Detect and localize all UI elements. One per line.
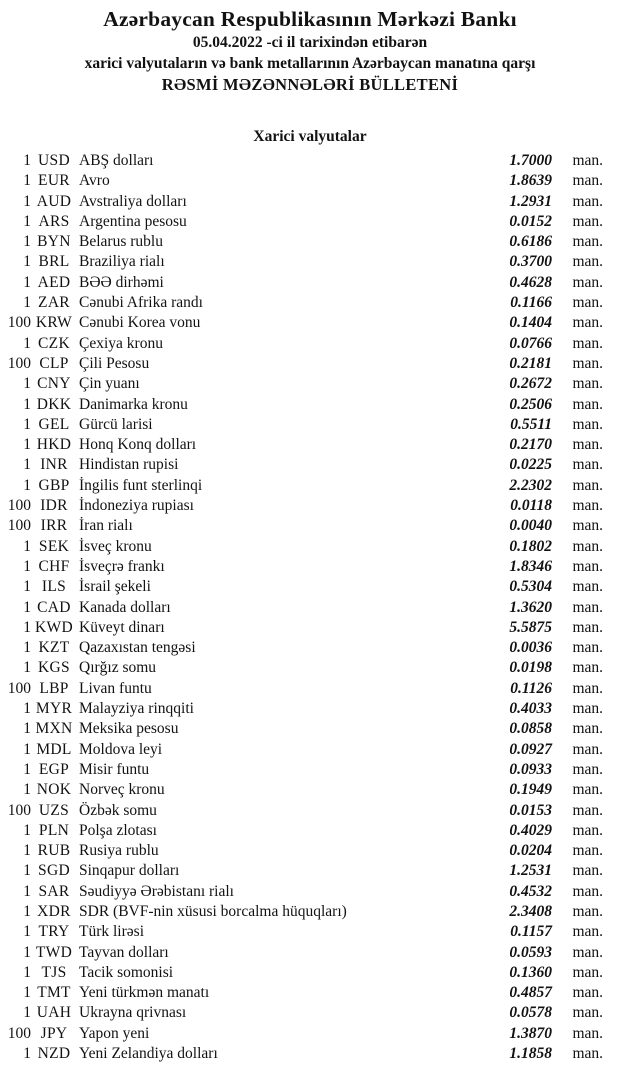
currency-row (0, 395, 603, 415)
currency-unit: man. (572, 578, 603, 596)
currency-name: Sinqapur dolları (79, 862, 180, 880)
currency-quantity: 100 (7, 679, 31, 697)
currency-quantity: 1 (23, 720, 31, 738)
currency-row (0, 232, 603, 252)
currency-unit: man. (572, 192, 603, 210)
currency-name: Yapon yeni (79, 1024, 150, 1042)
currency-quantity: 1 (23, 902, 31, 920)
currency-unit: man. (572, 740, 603, 758)
currency-rate: 0.5304 (509, 578, 552, 596)
currency-name: Avro (79, 172, 110, 190)
currency-name: Norveç kronu (79, 781, 165, 799)
currency-rate: 0.0766 (509, 334, 552, 352)
currency-rate: 0.1802 (509, 537, 552, 555)
currency-name: Belarus rublu (79, 233, 163, 251)
currency-quantity: 1 (23, 476, 31, 494)
currency-name: İngilis funt sterlinqi (79, 476, 203, 494)
currency-code: KWD (35, 618, 73, 636)
currency-quantity: 1 (23, 659, 31, 677)
currency-row (0, 354, 603, 374)
currency-code: NZD (37, 1045, 71, 1063)
currency-rate: 0.1360 (509, 963, 552, 981)
currency-name: Avstraliya dolları (79, 192, 187, 210)
currency-quantity: 100 (7, 497, 31, 515)
currency-rate: 0.0153 (509, 801, 552, 819)
section-title-foreign-currencies: Xarici valyutalar (253, 128, 367, 145)
currency-name: İsrail şekeli (79, 578, 151, 596)
currency-code: DKK (36, 395, 72, 413)
currency-name: Çin yuanı (79, 375, 140, 393)
currency-unit: man. (572, 354, 603, 372)
currency-unit: man. (572, 781, 603, 799)
currency-name: Gürcü larisi (79, 415, 153, 433)
currency-code: AED (37, 273, 71, 291)
currency-unit: man. (572, 923, 603, 941)
currency-rate: 0.2170 (509, 436, 552, 454)
currency-name: Çili Pesosu (79, 354, 150, 372)
currency-quantity: 1 (23, 192, 31, 210)
currency-row (0, 963, 603, 983)
currency-name: Çexiya kronu (79, 334, 163, 352)
currency-unit: man. (572, 902, 603, 920)
currency-quantity: 1 (23, 537, 31, 555)
currency-rate: 0.0198 (509, 659, 552, 677)
currency-quantity: 1 (23, 375, 31, 393)
rates-table (0, 151, 620, 1064)
currency-row (0, 943, 603, 963)
currency-row (0, 821, 603, 841)
currency-code: IRR (40, 517, 68, 535)
currency-row (0, 415, 603, 435)
currency-quantity: 1 (23, 740, 31, 758)
currency-quantity: 1 (23, 842, 31, 860)
currency-name: Cənubi Korea vonu (79, 314, 201, 332)
currency-quantity: 1 (23, 253, 31, 271)
currency-unit: man. (572, 212, 603, 230)
currency-code: AUD (36, 192, 72, 210)
currency-name: Yeni Zelandiya dolları (79, 1045, 218, 1063)
currency-row (0, 740, 603, 760)
currency-unit: man. (572, 639, 603, 657)
currency-unit: man. (572, 1024, 603, 1042)
currency-code: TJS (41, 963, 67, 981)
currency-rate: 1.8639 (509, 172, 552, 190)
currency-row (0, 618, 603, 638)
currency-row (0, 374, 603, 394)
currency-code: JPY (40, 1024, 68, 1042)
currency-row (0, 1024, 603, 1044)
currency-rate: 1.1858 (509, 1045, 552, 1063)
currency-name: Malayziya rinqqiti (79, 700, 194, 718)
currency-code: TWD (35, 943, 73, 961)
currency-code: CLP (39, 354, 69, 372)
currency-row (0, 1003, 603, 1023)
bank-title: Azərbaycan Respublikasının Mərkəzi Bankı (103, 7, 517, 31)
currency-code: KZT (38, 639, 70, 657)
currency-row (0, 902, 603, 922)
currency-name: Səudiyyə Ərəbistanı rialı (79, 882, 234, 900)
currency-name: Honq Konq dolları (79, 436, 197, 454)
currency-unit: man. (572, 294, 603, 312)
currency-row (0, 455, 603, 475)
currency-quantity: 1 (23, 862, 31, 880)
currency-row (0, 577, 603, 597)
currency-row (0, 801, 603, 821)
currency-quantity: 1 (23, 639, 31, 657)
currency-quantity: 1 (23, 760, 31, 778)
currency-rate: 1.2531 (509, 862, 552, 880)
currency-rate: 0.4628 (509, 273, 552, 291)
currency-rate: 0.5511 (510, 415, 552, 433)
currency-quantity: 1 (23, 618, 31, 636)
currency-unit: man. (572, 842, 603, 860)
currency-row (0, 679, 603, 699)
currency-code: MDL (36, 740, 72, 758)
currency-name: Özbək somu (79, 801, 157, 819)
currency-rate: 0.0578 (509, 1004, 552, 1022)
bulletin-header (0, 0, 620, 96)
currency-unit: man. (572, 1045, 603, 1063)
currency-rate: 1.3620 (509, 598, 552, 616)
currency-rate: 2.3408 (509, 902, 552, 920)
currency-quantity: 1 (23, 963, 31, 981)
currency-code: ARS (38, 212, 70, 230)
currency-row (0, 922, 603, 942)
currency-quantity: 100 (7, 801, 31, 819)
currency-name: SDR (BVF-nin xüsusi borcalma hüquqları) (79, 902, 347, 920)
currency-rate: 0.2181 (509, 354, 552, 372)
currency-row (0, 780, 603, 800)
currency-row (0, 699, 603, 719)
currency-row (0, 293, 603, 313)
currency-quantity: 1 (23, 395, 31, 413)
currency-name: İndoneziya rupiası (79, 497, 194, 515)
currency-quantity: 1 (23, 557, 31, 575)
currency-name: Küveyt dinarı (79, 618, 165, 636)
currency-name: Braziliya rialı (79, 253, 165, 271)
currency-rate: 0.4033 (509, 700, 552, 718)
currency-rate: 0.1949 (509, 781, 552, 799)
currency-name: İran rialı (79, 517, 133, 535)
currency-code: HKD (36, 436, 72, 454)
currency-code: UZS (38, 801, 70, 819)
currency-rate: 0.1126 (510, 679, 552, 697)
currency-unit: man. (572, 821, 603, 839)
currency-row (0, 841, 603, 861)
currency-unit: man. (572, 253, 603, 271)
currency-code: NOK (36, 781, 72, 799)
currency-code: IDR (40, 497, 68, 515)
currency-name: ABŞ dolları (79, 152, 154, 169)
currency-code: ZAR (38, 294, 70, 312)
currency-name: Cənubi Afrika randı (79, 294, 203, 312)
currency-unit: man. (572, 436, 603, 454)
currency-quantity: 1 (23, 943, 31, 961)
currency-row (0, 273, 603, 293)
currency-code: USD (38, 152, 70, 169)
currency-unit: man. (572, 334, 603, 352)
currency-rate: 1.8346 (509, 557, 552, 575)
currency-name: Hindistan rupisi (79, 456, 179, 474)
currency-unit: man. (572, 1004, 603, 1022)
currency-row (0, 516, 603, 536)
currency-code: GEL (38, 415, 70, 433)
currency-unit: man. (572, 882, 603, 900)
currency-row (0, 760, 603, 780)
currency-unit: man. (572, 801, 603, 819)
currency-rate: 0.6186 (509, 233, 552, 251)
currency-row (0, 435, 603, 455)
currency-name: Moldova leyi (79, 740, 163, 758)
currency-name: Livan funtu (79, 679, 152, 697)
currency-name: Polşa zlotası (79, 821, 157, 839)
currency-code: INR (40, 456, 68, 474)
currency-code: SEK (38, 537, 70, 555)
currency-rate: 0.0152 (509, 212, 552, 230)
currency-quantity: 1 (23, 882, 31, 900)
currency-unit: man. (572, 963, 603, 981)
currency-unit: man. (572, 314, 603, 332)
currency-rate: 0.2672 (509, 375, 552, 393)
currency-unit: man. (572, 679, 603, 697)
currency-code: SAR (38, 882, 70, 900)
currency-unit: man. (572, 273, 603, 291)
currency-name: Ukrayna qrivnası (79, 1004, 187, 1022)
currency-quantity: 1 (23, 781, 31, 799)
currency-quantity: 1 (23, 415, 31, 433)
subject-line: xarici valyutaların və bank metallarının Azərbaycan manatına qarşı (84, 55, 536, 72)
currency-name: Tayvan dolları (79, 943, 169, 961)
currency-rate: 0.0593 (509, 943, 552, 961)
currency-name: BƏƏ dirhəmi (79, 273, 164, 291)
currency-rate: 0.0858 (509, 720, 552, 738)
currency-code: UAH (36, 1004, 72, 1022)
currency-rate: 0.0225 (509, 456, 552, 474)
currency-code: KRW (35, 314, 73, 332)
currency-code: EGP (38, 760, 70, 778)
currency-name: Misir funtu (79, 760, 150, 778)
currency-row (0, 557, 603, 577)
currency-rate: 1.7000 (509, 152, 552, 169)
currency-code: PLN (38, 821, 70, 839)
currency-rate: 0.0933 (509, 760, 552, 778)
currency-name: Qırğız somu (79, 659, 157, 677)
currency-row (0, 638, 603, 658)
currency-rate: 0.1404 (509, 314, 552, 332)
currency-rate: 0.2506 (509, 395, 552, 413)
currency-code: CAD (37, 598, 71, 616)
currency-row (0, 334, 603, 354)
currency-quantity: 1 (23, 212, 31, 230)
currency-quantity: 1 (23, 700, 31, 718)
currency-unit: man. (572, 943, 603, 961)
currency-unit: man. (572, 152, 603, 169)
currency-unit: man. (572, 598, 603, 616)
currency-row (0, 719, 603, 739)
currency-rate: 0.4857 (509, 984, 552, 1002)
currency-quantity: 1 (23, 923, 31, 941)
currency-row (0, 252, 603, 272)
currency-unit: man. (572, 537, 603, 555)
currency-rate: 0.0040 (509, 517, 552, 535)
currency-quantity: 100 (7, 1024, 31, 1042)
currency-unit: man. (572, 233, 603, 251)
currency-rate: 0.4532 (509, 882, 552, 900)
currency-code: ILS (41, 578, 67, 596)
currency-row (0, 313, 603, 333)
currency-rate: 0.0036 (509, 639, 552, 657)
currency-unit: man. (572, 720, 603, 738)
currency-rate: 2.2302 (509, 476, 552, 494)
currency-unit: man. (572, 862, 603, 880)
currency-code: RUB (37, 842, 71, 860)
currency-quantity: 1 (23, 334, 31, 352)
currency-row (0, 537, 603, 557)
currency-code: GBP (38, 476, 70, 494)
currency-quantity: 1 (23, 273, 31, 291)
currency-row (0, 496, 603, 516)
currency-unit: man. (572, 375, 603, 393)
currency-rate: 0.0927 (509, 740, 552, 758)
currency-name: İsveç kronu (79, 537, 152, 555)
currency-code: MYR (35, 700, 73, 718)
currency-code: SGD (38, 862, 70, 880)
currency-name: Yeni türkmən manatı (79, 984, 210, 1002)
currency-unit: man. (572, 659, 603, 677)
currency-rate: 0.0118 (510, 497, 552, 515)
currency-code: XDR (37, 902, 71, 920)
currency-code: LBP (39, 679, 69, 697)
currency-quantity: 1 (23, 984, 31, 1002)
currency-code: KGS (38, 659, 70, 677)
currency-row (0, 171, 603, 191)
currency-rate: 0.4029 (509, 821, 552, 839)
currency-row (0, 861, 603, 881)
currency-unit: man. (572, 476, 603, 494)
currency-unit: man. (572, 618, 603, 636)
currency-quantity: 1 (23, 1004, 31, 1022)
currency-quantity: 1 (23, 821, 31, 839)
currency-row (0, 983, 603, 1003)
currency-name: İsveçrə frankı (79, 557, 165, 575)
currency-name: Tacik somonisi (79, 963, 174, 981)
currency-code: MXN (35, 720, 73, 738)
currency-code: BRL (38, 253, 70, 271)
currency-quantity: 1 (23, 152, 31, 169)
currency-rate: 5.5875 (509, 618, 552, 636)
currency-name: Kanada dolları (79, 598, 171, 616)
currency-quantity: 1 (23, 598, 31, 616)
currency-unit: man. (572, 172, 603, 190)
currency-code: EUR (38, 172, 70, 190)
currency-row (0, 658, 603, 678)
effective-date-line: 05.04.2022 -ci il tarixindən etibarən (192, 34, 428, 51)
currency-unit: man. (572, 456, 603, 474)
currency-unit: man. (572, 497, 603, 515)
currency-quantity: 100 (7, 314, 31, 332)
currency-name: Qazaxıstan tengəsi (79, 639, 196, 657)
currency-unit: man. (572, 415, 603, 433)
currency-name: Argentina pesosu (79, 212, 187, 230)
currency-row (0, 1044, 603, 1064)
currency-quantity: 1 (23, 578, 31, 596)
currency-quantity: 100 (7, 354, 31, 372)
currency-rate: 0.1157 (510, 923, 552, 941)
currency-quantity: 1 (23, 172, 31, 190)
currency-unit: man. (572, 395, 603, 413)
currency-code: TRY (38, 923, 70, 941)
currency-rate: 0.0204 (509, 842, 552, 860)
currency-row (0, 212, 603, 232)
currency-name: Rusiya rublu (79, 842, 159, 860)
currency-code: CHF (38, 557, 70, 575)
currency-quantity: 1 (23, 436, 31, 454)
currency-code: CZK (38, 334, 70, 352)
currency-row (0, 151, 603, 171)
currency-row (0, 192, 603, 212)
currency-name: Meksika pesosu (79, 720, 179, 738)
currency-code: TMT (37, 984, 71, 1002)
currency-unit: man. (572, 984, 603, 1002)
currency-unit: man. (572, 557, 603, 575)
currency-rate: 0.1166 (510, 294, 552, 312)
currency-rate: 0.3700 (509, 253, 552, 271)
currency-code: BYN (37, 233, 71, 251)
currency-quantity: 1 (23, 294, 31, 312)
currency-quantity: 100 (7, 517, 31, 535)
currency-code: CNY (37, 375, 71, 393)
currency-row (0, 882, 603, 902)
currency-rate: 1.2931 (509, 192, 552, 210)
currency-row (0, 476, 603, 496)
currency-row (0, 598, 603, 618)
bulletin-title: RƏSMİ MƏZƏNNƏLƏRİ BÜLLETENİ (161, 75, 459, 94)
currency-unit: man. (572, 517, 603, 535)
currency-name: Türk lirəsi (79, 923, 144, 941)
currency-rate: 1.3870 (509, 1024, 552, 1042)
currency-unit: man. (572, 760, 603, 778)
currency-quantity: 1 (23, 1045, 31, 1063)
currency-unit: man. (572, 700, 603, 718)
currency-quantity: 1 (23, 456, 31, 474)
currency-quantity: 1 (23, 233, 31, 251)
currency-name: Danimarka kronu (79, 395, 188, 413)
